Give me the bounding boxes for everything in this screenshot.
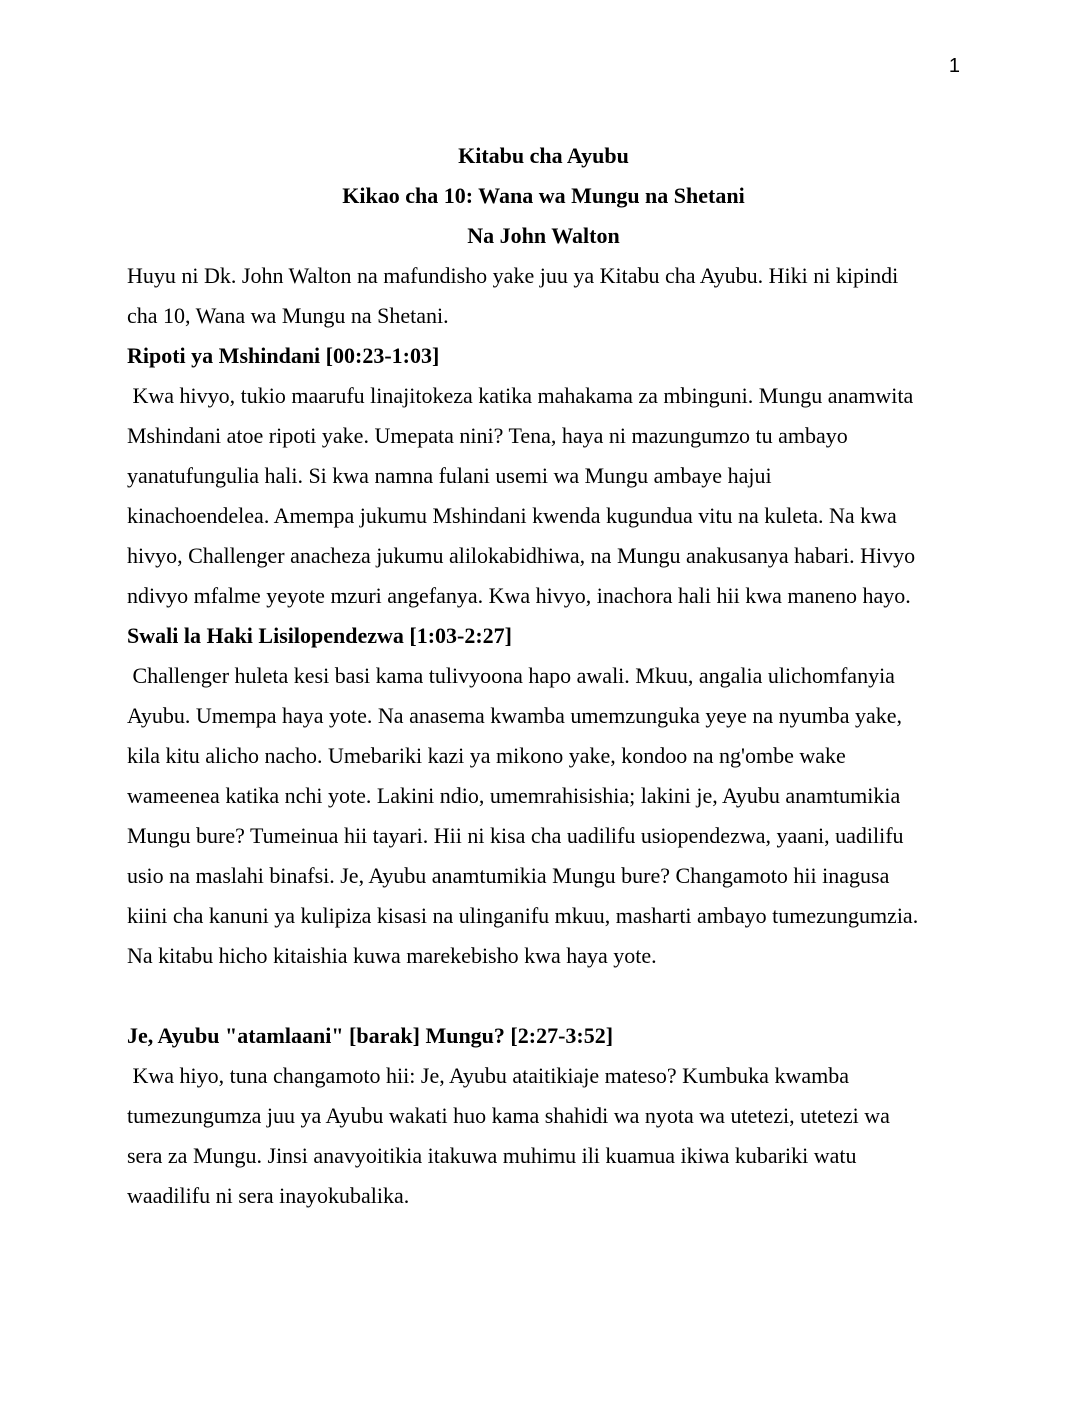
paragraph-line: yanatufungulia hali. Si kwa namna fulani usemi wa Mungu ambaye hajui bbox=[127, 463, 772, 488]
section-heading: Je, Ayubu "atamlaani" [barak] Mungu? [2:27-3:52] bbox=[127, 1023, 614, 1048]
paragraph-line: Mshindani atoe ripoti yake. Umepata nini? Tena, haya ni mazungumzo tu ambayo bbox=[127, 423, 848, 448]
section-heading: Swali la Haki Lisilopendezwa [1:03-2:27] bbox=[127, 623, 513, 648]
document-title-line: Kikao cha 10: Wana wa Mungu na Shetani bbox=[342, 183, 745, 208]
paragraph-line: usio na maslahi binafsi. Je, Ayubu anamtumikia Mungu bure? Changamoto hii inagusa bbox=[127, 863, 890, 888]
paragraph-line: Mungu bure? Tumeinua hii tayari. Hii ni kisa cha uadilifu usiopendezwa, yaani, uadilifu bbox=[127, 823, 904, 848]
blank-line bbox=[127, 976, 960, 1016]
paragraph-line: sera za Mungu. Jinsi anavyoitikia itakuwa muhimu ili kuamua ikiwa kubariki watu bbox=[127, 1143, 857, 1168]
paragraph-line: Na kitabu hicho kitaishia kuwa marekebisho kwa haya yote. bbox=[127, 943, 657, 968]
paragraph-line: tumezungumza juu ya Ayubu wakati huo kama shahidi wa nyota wa utetezi, utetezi wa bbox=[127, 1103, 890, 1128]
paragraph-line: Kwa hiyo, tuna changamoto hii: Je, Ayubu ataitikiaje mateso? Kumbuka kwamba bbox=[127, 1063, 849, 1088]
paragraph-line: hivyo, Challenger anacheza jukumu alilokabidhiwa, na Mungu anakusanya habari. Hivyo bbox=[127, 543, 916, 568]
paragraph-line: Huyu ni Dk. John Walton na mafundisho yake juu ya Kitabu cha Ayubu. Hiki ni kipindi bbox=[127, 263, 899, 288]
paragraph-line: Challenger huleta kesi basi kama tulivyoona hapo awali. Mkuu, angalia ulichomfanyia bbox=[127, 663, 895, 688]
paragraph-line: Ayubu. Umempa haya yote. Na anasema kwamba umemzunguka yeye na nyumba yake, bbox=[127, 703, 903, 728]
document-title-line: Kitabu cha Ayubu bbox=[458, 143, 629, 168]
section-heading: Ripoti ya Mshindani [00:23-1:03] bbox=[127, 343, 440, 368]
paragraph-line: kiini cha kanuni ya kulipiza kisasi na ulinganifu mkuu, masharti ambayo tumezungumzia. bbox=[127, 903, 919, 928]
paragraph-line: kinachoendelea. Amempa jukumu Mshindani kwenda kugundua vitu na kuleta. Na kwa bbox=[127, 503, 897, 528]
paragraph-line: waadilifu ni sera inayokubalika. bbox=[127, 1183, 410, 1208]
document-body bbox=[127, 136, 960, 1216]
paragraph-line: cha 10, Wana wa Mungu na Shetani. bbox=[127, 303, 449, 328]
document-title-line: Na John Walton bbox=[467, 223, 620, 248]
page-number: 1 bbox=[948, 55, 960, 77]
paragraph-line: wameenea katika nchi yote. Lakini ndio, umemrahisishia; lakini je, Ayubu anamtumikia bbox=[127, 783, 901, 808]
paragraph-line: Kwa hivyo, tukio maarufu linajitokeza katika mahakama za mbinguni. Mungu anamwita bbox=[127, 383, 914, 408]
paragraph-line: ndivyo mfalme yeyote mzuri angefanya. Kwa hivyo, inachora hali hii kwa maneno hayo. bbox=[127, 583, 911, 608]
paragraph-line: kila kitu alicho nacho. Umebariki kazi ya mikono yake, kondoo na ng'ombe wake bbox=[127, 743, 846, 768]
